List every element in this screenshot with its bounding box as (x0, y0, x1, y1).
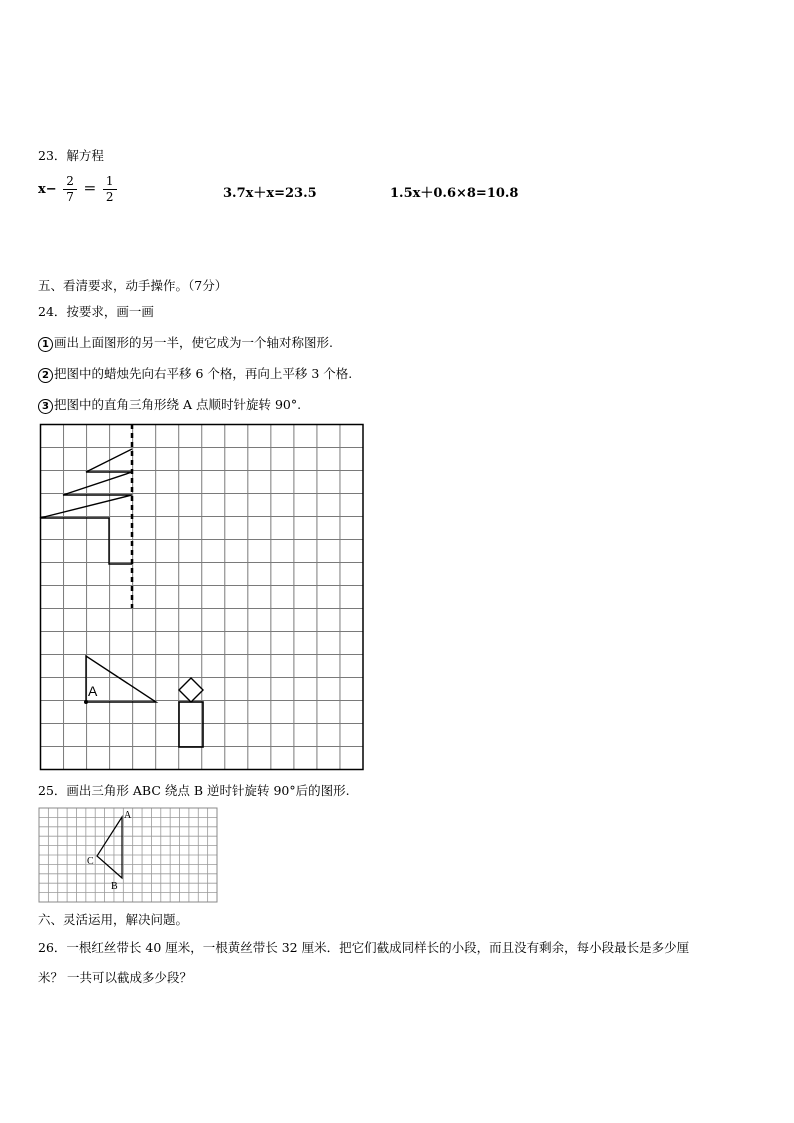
point-a-label: A (88, 683, 98, 699)
q24-item-1-text: 画出上面图形的另一半，使它成为一个轴对称图形. (54, 335, 333, 350)
q24-title: 24．按要求，画一画 (38, 304, 154, 319)
label-c: C (87, 856, 94, 867)
q25-title: 25．画出三角形 ABC 绕点 B 逆时针旋转 90°后的图形. (38, 783, 350, 798)
label-a: A (124, 810, 132, 821)
q24-item-2-text: 把图中的蜡烛先向右平移 6 个格，再向上平移 3 个格. (54, 366, 353, 381)
q23-equation-1 (38, 175, 119, 204)
candle-flame (179, 678, 203, 702)
frac-a-denominator: 7 (66, 190, 74, 204)
q24-item-2 (38, 364, 352, 383)
q24-item-3 (38, 395, 301, 414)
eq1-lhs: x− (38, 182, 57, 197)
frac-a-numerator: 2 (63, 175, 77, 190)
q25-grid-figure (38, 807, 218, 903)
q24-item-3-text: 把图中的直角三角形绕 A 点顺时针旋转 90°. (54, 397, 302, 412)
frac-b-numerator: 1 (103, 175, 117, 190)
section5-title: 五、看清要求，动手操作。（7分） (38, 278, 228, 293)
eq1-equals: ＝ (83, 182, 97, 197)
eq1-fraction-b (103, 175, 117, 204)
circled-number-1: 1 (38, 337, 53, 352)
q26-line-1: 26．一根红丝带长 40 厘米，一根黄丝带长 32 厘米．把它们截成同样长的小段，而且没有剩余，每小段最长是多少厘 (38, 940, 690, 955)
q23-title: 23．解方程 (38, 148, 104, 163)
q24-item-1 (38, 333, 333, 352)
q24-grid-lines (41, 425, 364, 770)
q26-line-2: 米？ 一共可以截成多少段？ (38, 970, 192, 985)
q24-grid-figure (38, 423, 364, 771)
frac-b-denominator: 2 (105, 190, 114, 204)
eq1-fraction-a (63, 175, 77, 204)
candle-body (179, 702, 203, 747)
q23-equation-3: 1.5x＋0.6×8=10.8 (390, 186, 519, 201)
q23-equation-2: 3.7x＋x=23.5 (223, 186, 317, 201)
point-a-dot (84, 700, 88, 704)
section6-title: 六、灵活运用，解决问题。 (38, 912, 189, 927)
label-b: B (111, 881, 118, 892)
circled-number-3: 3 (38, 399, 53, 414)
triangle-abc (97, 817, 122, 878)
circled-number-2: 2 (38, 368, 53, 383)
q25-grid-lines (39, 808, 217, 902)
half-tree-shape (40, 449, 132, 564)
